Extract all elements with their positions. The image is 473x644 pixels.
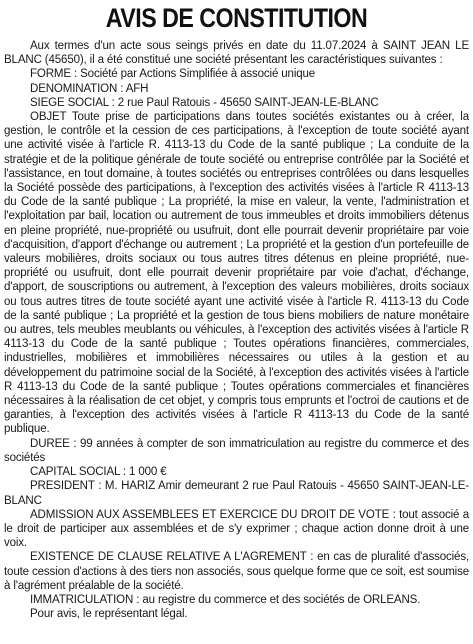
notice-siege: SIEGE SOCIAL : 2 rue Paul Ratouis - 45650 SAINT-JEAN-LE-BLANC xyxy=(30,96,379,109)
notice-body xyxy=(4,39,469,621)
notice-denomination: DENOMINATION : AFH xyxy=(30,82,149,95)
notice-agrement: EXISTENCE DE CLAUSE RELATIVE A L'AGREMENT : en cas de pluralité d'associés, toute cession d'actions à des tiers non associés, sous quelque forme que ce soit, est soumise à l'agrément préalable de la société. xyxy=(4,551,469,592)
notice-signature: Pour avis, le représentant légal. xyxy=(30,608,188,621)
notice-objet: OBJET Toute prise de participations dans toutes sociétés existantes ou à créer, la gestion, le contrôle et la cession de ces participations, à l'exception de toute société ayant une activité visée à l'article R. 4113-13 du Code de la santé publique ; La conduite de la stratégie et de la politique générale de toute société ou entreprise contrôlée par la Société et l'assistance, en tout domaine, à toutes sociétés ou entreprises contrôlées ou dans lesquelles la Société possède des participations, à l'exception des activités visées à l'article R 4113-13 du Code de la santé publique ; La propriété, la mise en valeur, la vente, l'administration et l'exploitation par bail, location ou autrement de tous immeubles et droits immobiliers détenus en pleine propriété, nue-propriété ou usufruit, dont elle pourrait devenir propriétaire par voie d'acquisition, d'apport d'échange ou autrement ; La propriété et la gestion d'un portefeuille de valeurs mobilières, droits sociaux ou tous autres titres détenus en pleine propriété, nue-propriété ou usufruit, dont elle pourrait devenir propriétaire par voie d'achat, d'échange, d'apport, de souscriptions ou autrement, à l'exception des valeurs mobilières, droits sociaux ou tous autres titres de toute société ayant une activité visée à l'article R. 4113-13 du Code de la santé publique ; La propriété et la gestion de tous biens mobiliers de nature monétaire ou autres, tels meubles meublants ou véhicules, à l'exception des activités visées à l'article R 4113-13 du Code de la santé publique ; Toutes opérations financières, commerciales, industrielles, mobilières et immobilières nécessaires ou utiles à la gestion et au développement du patrimoine social de la Société, à l'exception des activités visées à l'article R 4113-13 du Code de la santé publique ; Toutes opérations commerciales et financières nécessaires à la réalisation de cet objet, y compris tous emprunts et l'octroi de cautions et de garanties, à l'exception des activités visées à l'article R 4113-13 du Code de la santé publique. xyxy=(4,111,469,436)
notice-duree: DUREE : 99 années à compter de son immatriculation au registre du commerce et des sociétés xyxy=(4,437,469,464)
notice-title: AVIS DE CONSTITUTION xyxy=(105,3,368,33)
notice-president: PRESIDENT : M. HARIZ Amir demeurant 2 rue Paul Ratouis - 45650 SAINT-JEAN-LE-BLANC xyxy=(4,480,469,507)
notice-admission: ADMISSION AUX ASSEMBLEES ET EXERCICE DU DROIT DE VOTE : tout associé a le droit de participer aux assemblées et de s'y exprimer ; chaque action donne droit à une voix. xyxy=(4,508,469,550)
notice-immatriculation: IMMATRICULATION : au registre du commerce et des sociétés de ORLEANS. xyxy=(30,593,421,606)
notice-intro: Aux termes d'un acte sous seings privés en date du 11.07.2024 à SAINT JEAN LE BLANC (45650), il a été constitué une société présentant les caractéristiques suivantes : xyxy=(4,40,469,67)
notice-forme: FORME : Société par Actions Simplifiée à associé unique xyxy=(30,68,316,81)
notice-capital: CAPITAL SOCIAL : 1 000 € xyxy=(30,466,167,479)
